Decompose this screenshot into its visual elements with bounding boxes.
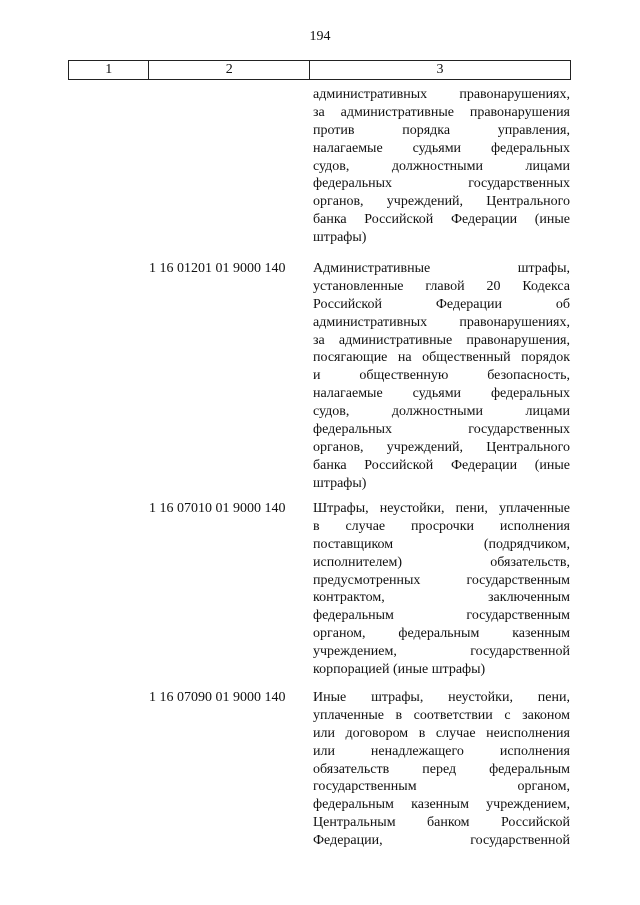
description-line: органов, учреждений, Центрального — [313, 439, 570, 455]
description-line: федеральных государственных — [313, 176, 570, 192]
description-line: банка Российской Федерации (иные — [313, 212, 570, 228]
column-header-2: 2 — [149, 61, 310, 80]
description-line: и общественную безопасность, — [313, 368, 570, 384]
description-line: Иные штрафы, неустойки, пени, — [313, 690, 570, 705]
budget-code: 1 16 07090 01 9000 140 — [149, 690, 286, 705]
description-line: посягающие на общественный порядок — [313, 350, 570, 366]
description-line: уплаченные в соответствии с законом — [313, 707, 570, 723]
description-line: банка Российской Федерации (иные — [313, 457, 570, 473]
description-line: исполнителем) обязательств, — [313, 554, 570, 570]
description-line: за административные правонарушения — [313, 104, 570, 120]
description-line: или договором в случае неисполнения — [313, 725, 570, 741]
description-line: предусмотренных государственным — [313, 572, 570, 588]
description-line: Российской Федерации об — [313, 296, 570, 312]
description-line: государственным органом, — [313, 779, 570, 795]
description-line: штрафы) — [313, 230, 367, 246]
budget-code: 1 16 07010 01 9000 140 — [149, 501, 286, 516]
description-line: федеральным государственным — [313, 608, 570, 624]
description-line: судов, должностными лицами — [313, 158, 570, 174]
description-line: Федерации, государственной — [313, 833, 570, 849]
description-line: поставщиком (подрядчиком, — [313, 536, 570, 552]
description-line: в случае просрочки исполнения — [313, 518, 570, 534]
description-line: административных правонарушениях, — [313, 87, 570, 102]
description-line: налагаемые судьями федеральных — [313, 386, 570, 402]
row-description — [313, 86, 570, 247]
description-line: корпорацией (иные штрафы) — [313, 662, 486, 678]
description-line: административных правонарушениях, — [313, 314, 570, 330]
row-description — [313, 689, 570, 850]
description-line: установленные главой 20 Кодекса — [313, 278, 570, 294]
column-header-1: 1 — [69, 61, 149, 80]
description-line: или ненадлежащего исполнения — [313, 743, 570, 759]
description-line: органом, федеральным казенным — [313, 626, 570, 642]
description-line: судов, должностными лицами — [313, 404, 570, 420]
description-line: Центральным банком Российской — [313, 815, 570, 831]
description-line: органов, учреждений, Центрального — [313, 194, 570, 210]
row-description — [313, 500, 570, 679]
description-line: Административные штрафы, — [313, 261, 570, 276]
column-header-3: 3 — [310, 61, 571, 80]
description-line: федеральных государственных — [313, 422, 570, 438]
description-line: обязательств перед федеральным — [313, 761, 570, 777]
budget-code: 1 16 01201 01 9000 140 — [149, 261, 286, 276]
description-line: против порядка управления, — [313, 122, 570, 138]
description-line: за административные правонарушения, — [313, 332, 570, 348]
description-line: штрафы) — [313, 475, 367, 491]
description-line: Штрафы, неустойки, пени, уплаченные — [313, 501, 570, 516]
description-line: налагаемые судьями федеральных — [313, 140, 570, 156]
column-header-row — [68, 60, 571, 80]
description-line: контрактом, заключенным — [313, 590, 570, 606]
row-description — [313, 260, 570, 493]
description-line: федеральным казенным учреждением, — [313, 797, 570, 813]
description-line: учреждением, государственной — [313, 644, 570, 660]
page-number: 194 — [309, 29, 331, 44]
